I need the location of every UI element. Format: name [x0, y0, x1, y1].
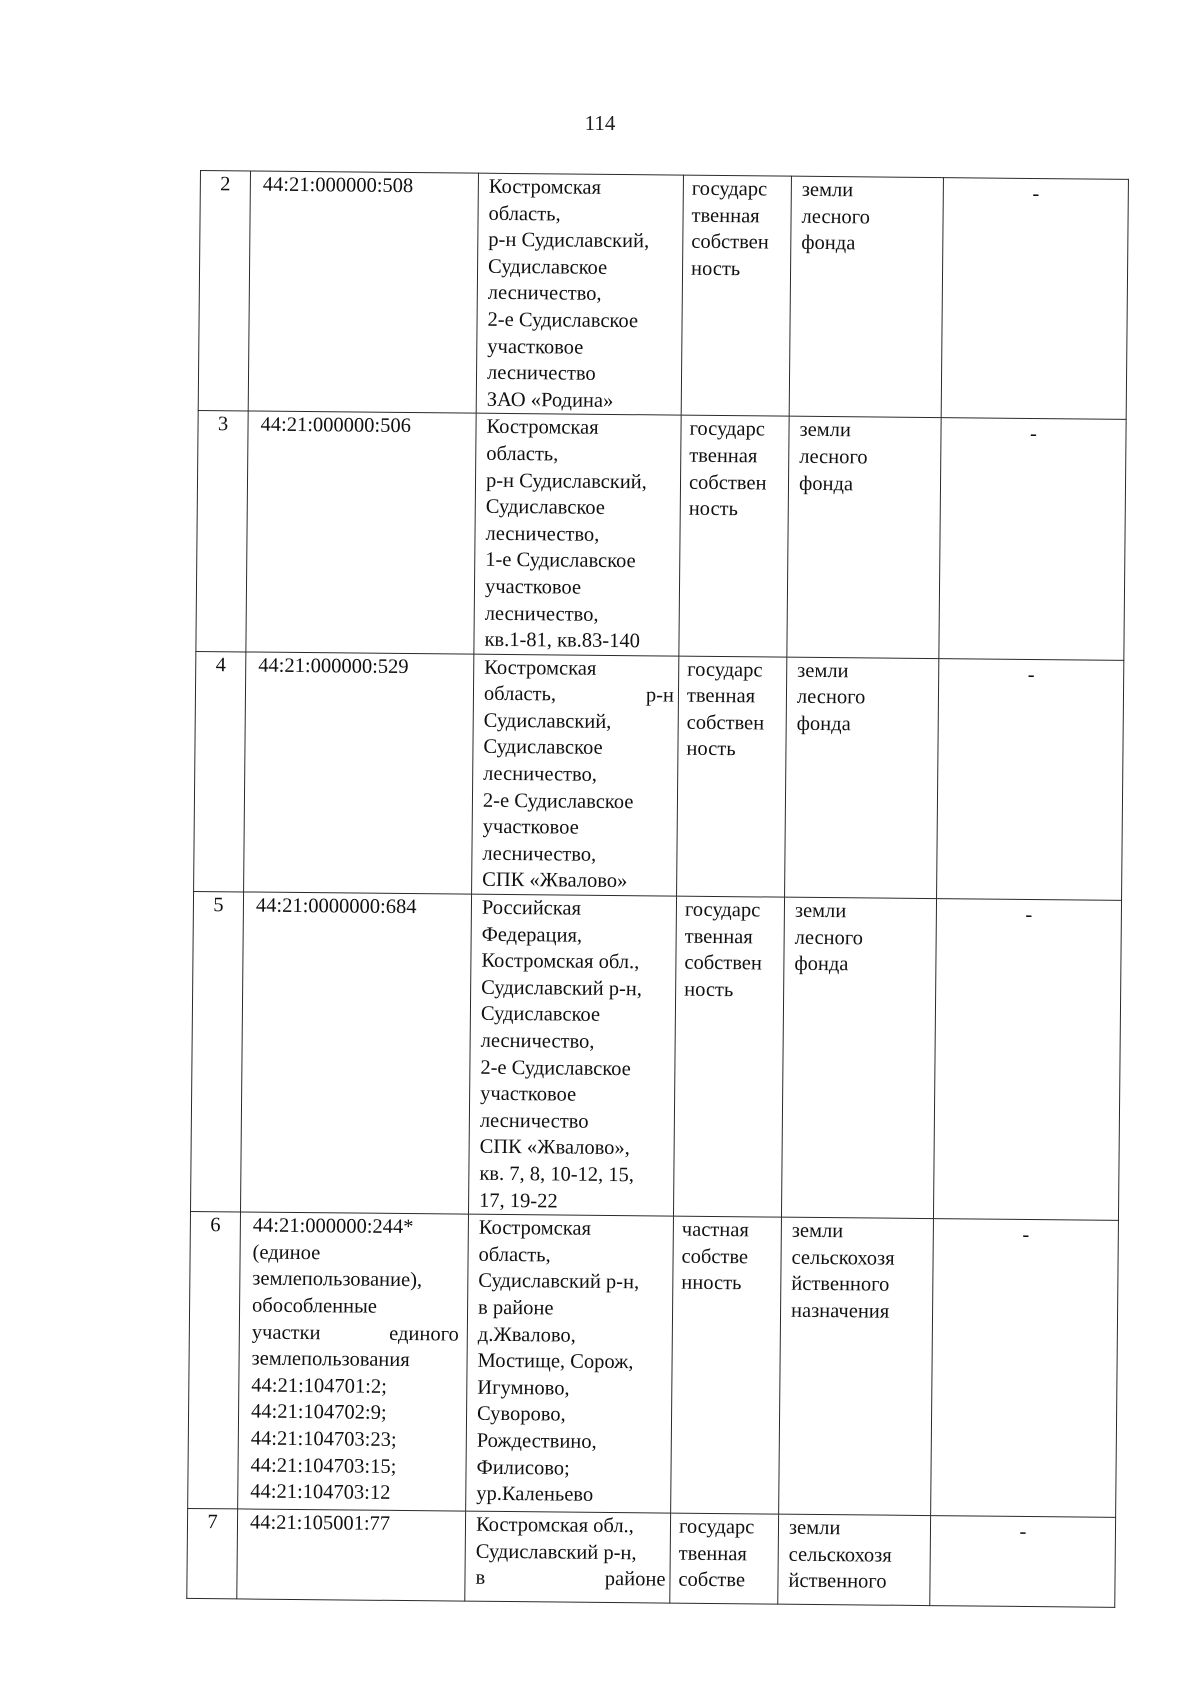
table-row [196, 411, 1126, 660]
address: Костромская обл., Судиславский р-н, в районе [465, 1511, 671, 1603]
cadastral-number: 44:21:000000:529 [244, 652, 474, 895]
row-number: 2 [198, 171, 250, 412]
cadastral-number: 44:21:0000000:684 [240, 892, 471, 1214]
cadastral-number: 44:21:000000:508 [248, 171, 478, 414]
ownership-form: государс твенная собствен ность [679, 415, 789, 656]
row-number: 7 [187, 1509, 238, 1599]
table-row [188, 1212, 1119, 1518]
row-number: 5 [191, 892, 244, 1213]
ownership-form: частная собстве нность [671, 1216, 782, 1514]
table-row [194, 651, 1124, 900]
land-category: земли лесного фонда [781, 897, 936, 1219]
address: Костромская область, р-н Судиславский, Судиславское лесничество, 2-е Судиславское участковое лесничество ЗАО «Родина» [476, 173, 683, 415]
table-row [198, 171, 1128, 420]
cadastral-number: 44:21:105001:77 [237, 1509, 466, 1601]
row-number: 6 [188, 1212, 241, 1509]
ownership-form: государс твенная собствен ность [673, 896, 784, 1217]
land-category: земли сельскохозя йственного назначения [779, 1217, 934, 1515]
cadastral-number: 44:21:000000:506 [246, 411, 476, 654]
cadastral-number: 44:21:000000:244* (единое землепользование), обособленные участки единого землепользования 44:21:104701:2; 44:21:104702:9; 44:21:104703:23; 44:21:104703:15; 44:21:104703:12 [238, 1212, 469, 1511]
land-category: земли лесного фонда [785, 657, 939, 899]
ownership-form: государс твенная собствен ность [681, 175, 791, 416]
encumbrance: - [930, 1516, 1116, 1608]
land-category: земли лесного фонда [789, 176, 943, 418]
address: Костромская область, р-н Судиславский, Судиславское лесничество, 2-е Судиславское участковое лесничество, СПК «Жвалово» [472, 654, 679, 896]
ownership-form: государс твенная собствен ность [677, 656, 787, 897]
row-number: 3 [196, 411, 248, 652]
encumbrance: - [937, 658, 1124, 900]
row-number: 4 [194, 651, 246, 892]
encumbrance: - [939, 418, 1126, 660]
address: Костромская область, р-н Судиславский, Судиславское лесничество, 1-е Судиславское участковое лесничество, кв.1-81, кв.83-140 [474, 414, 681, 656]
ownership-form: государс твенная собстве [670, 1513, 779, 1604]
table-row [191, 892, 1122, 1221]
encumbrance: - [933, 899, 1121, 1221]
land-category: земли сельскохозя йственного [778, 1514, 931, 1605]
table-row [187, 1509, 1116, 1608]
encumbrance: - [941, 178, 1128, 420]
address: Российская Федерация, Костромская обл., Судиславский р-н, Судиславское лесничество, 2-е Судиславское участковое лесничество СПК «Жвалово», кв. 7, 8, 10-12, 15, 17, 19-22 [468, 894, 676, 1216]
address: Костромская область, Судиславский р-н, в районе д.Жвалово, Мостище, Сорож, Игумново, Суворово, Рождествино, Филисово; ур.Каленьево [466, 1214, 674, 1513]
encumbrance: - [931, 1219, 1119, 1518]
page-number: 114 [584, 111, 616, 135]
land-category: земли лесного фонда [787, 417, 941, 659]
land-plots-table [186, 170, 1128, 1608]
